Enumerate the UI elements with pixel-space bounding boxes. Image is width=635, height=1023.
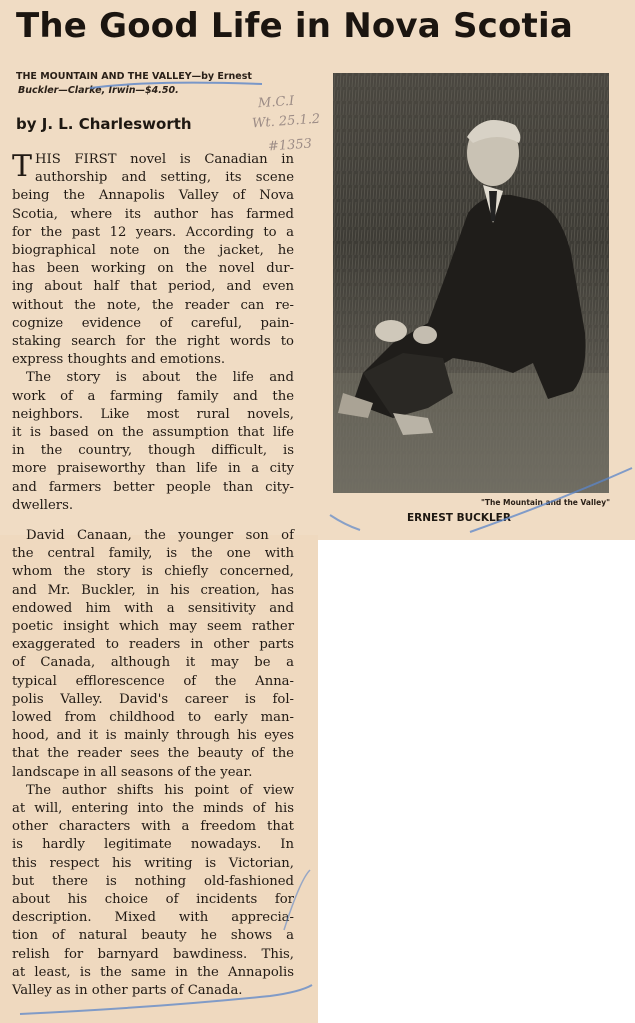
photo-caption-name: ERNEST BUCKLER	[407, 512, 511, 524]
text-line: whom the story is chiefly concerned,	[12, 564, 294, 580]
text-line: exaggerated to readers in other parts	[12, 637, 294, 653]
handwritten-note-1: M.C.I	[257, 93, 295, 112]
text-line: authorship and setting, its scene	[35, 170, 294, 186]
text-line: is hardly legitimate nowadays. In	[12, 837, 294, 853]
pencil-mark-photo-corner	[330, 515, 360, 530]
drop-cap: T	[12, 149, 33, 184]
pencil-underline-book	[90, 83, 262, 88]
text-line: that the reader sees the beauty of the	[12, 746, 294, 762]
text-line: HIS FIRST novel is Canadian in	[35, 152, 294, 167]
text-line: biographical note on the jacket, he	[12, 243, 294, 259]
text-line: cognize evidence of careful, pain-	[12, 315, 294, 331]
text-line: at least, is the same in the Annapolis	[12, 964, 294, 980]
text-line: dwellers.	[12, 497, 74, 513]
photo-caption-title: "The Mountain and the Valley"	[480, 498, 610, 507]
text-line: in the country, though difficult, is	[12, 443, 294, 459]
text-line: ing about half that period, and even	[12, 279, 294, 295]
text-line: landscape in all seasons of the year.	[12, 764, 253, 780]
text-line: has been working on the novel dur-	[12, 261, 294, 277]
text-line: The author shifts his point of view	[26, 782, 294, 798]
text-line: and farmers better people than city-	[12, 479, 294, 495]
byline: by J. L. Charlesworth	[16, 115, 192, 133]
text-line: staking search for the right words to	[12, 334, 294, 350]
text-line: but there is nothing old-fashioned	[12, 873, 294, 889]
book-info-line-1: THE MOUNTAIN AND THE VALLEY—by Ernest	[16, 71, 252, 82]
pencil-mark-margin	[284, 870, 310, 930]
text-line: Valley as in other parts of Canada.	[12, 983, 243, 999]
text-line: being the Annapolis Valley of Nova	[12, 188, 294, 204]
text-line: polis Valley. David's career is fol-	[12, 691, 294, 707]
text-line: relish for barnyard bawdiness. This,	[12, 946, 294, 962]
text-line: The story is about the life and	[26, 370, 294, 386]
text-line: David Canaan, the younger son of	[26, 528, 294, 543]
text-line: endowed him with a sensitivity and	[12, 600, 294, 616]
text-line: hood, and it is mainly through his eyes	[12, 728, 294, 744]
text-line: it is based on the assumption that life	[12, 425, 294, 441]
text-line: Scotia, where its author has farmed	[12, 206, 294, 222]
text-line: for the past 12 years. According to a	[12, 224, 294, 240]
text-line: express thoughts and emotions.	[12, 352, 226, 368]
text-line: without the note, the reader can re-	[12, 297, 294, 313]
text-line: poetic insight which may seem rather	[12, 619, 294, 635]
handwritten-note-2: Wt. 25.1.2	[251, 111, 321, 132]
text-line: more praiseworthy than life in a city	[12, 461, 294, 477]
text-line: of Canada, although it may be a	[12, 655, 294, 671]
text-line: other characters with a freedom that	[12, 819, 294, 835]
text-line: lowed from childhood to early man-	[12, 710, 294, 726]
text-line: neighbors. Like most rural novels,	[12, 406, 294, 422]
book-info-line-2: Buckler—Clarke, Irwin—$4.50.	[18, 85, 179, 96]
text-line: at will, entering into the minds of his	[12, 801, 294, 817]
text-line: description. Mixed with apprecia-	[12, 910, 294, 926]
headline: The Good Life in Nova Scotia	[16, 6, 574, 46]
text-line: typical efflorescence of the Anna-	[12, 673, 294, 689]
text-line: work of a farming family and the	[12, 388, 294, 404]
text-line: tion of natural beauty he shows a	[12, 928, 294, 944]
text-line: the central family, is the one with	[12, 546, 294, 562]
text-line: and Mr. Buckler, in his creation, has	[12, 582, 294, 598]
text-line: about his choice of incidents for	[12, 892, 294, 908]
pencil-mark-bottom	[20, 985, 312, 1014]
text-line: this respect his writing is Victorian,	[12, 855, 294, 871]
pencil-mark-caption	[470, 468, 632, 532]
handwritten-note-3: #1353	[267, 136, 313, 155]
